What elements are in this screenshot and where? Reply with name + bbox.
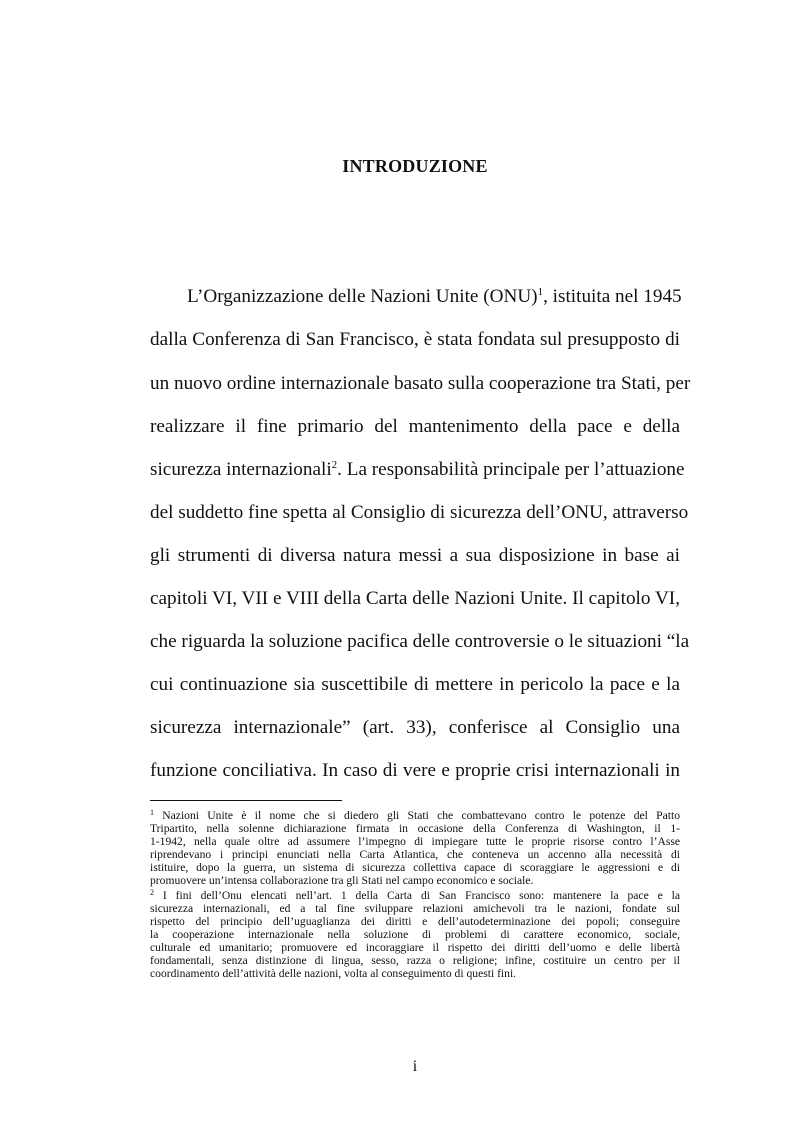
footnote-line: promuovere un’intensa collaborazione tra gli Stati nel campo economico e sociale. (150, 874, 534, 887)
footnote-line: 1-1942, nella quale oltre ad assumere l’impegno di impiegare tutte le proprie risorse contro l’Asse (150, 835, 680, 848)
paragraph-line: dalla Conferenza di San Francisco, è stata fondata sul presupposto di (150, 329, 680, 350)
footnote-line (150, 889, 680, 902)
paragraph-line: che riguarda la soluzione pacifica delle controversie o le situazioni “la (150, 631, 690, 652)
paragraph-line: sicurezza internazionale” (art. 33), conferisce al Consiglio una (150, 717, 680, 738)
paragraph-line (187, 285, 680, 309)
line-text: sicurezza internazionali (150, 459, 332, 480)
line-text: , istituita nel 1945 (543, 286, 682, 307)
paragraph-line: capitoli VI, VII e VIII della Carta delle Nazioni Unite. Il capitolo VI, (150, 588, 680, 609)
footnote-line: culturale ed umanitario; promuovere ed incoraggiare il rispetto dei diritti dell’uomo e delle libertà (150, 941, 680, 954)
footnote-line: sicurezza internazionali, ed a tal fine sviluppare relazioni amichevoli tra le nazioni, fondate sul (150, 902, 680, 915)
paragraph-line: un nuovo ordine internazionale basato sulla cooperazione tra Stati, per (150, 373, 691, 394)
page-title: INTRODUZIONE (342, 156, 488, 176)
footnote-line: rispetto del principio dell’uguaglianza dei diritti e dell’autodeterminazione dei popoli; conseguire (150, 915, 680, 928)
footnote-line: la cooperazione internazionale nella soluzione di problemi di carattere economico, sociale, (150, 928, 680, 941)
footnote-number: 1 (150, 808, 154, 817)
footnote-ref: 1 (537, 286, 544, 298)
footnote-line: istituire, dopo la guerra, un sistema di sicurezza collettiva capace di scoraggiare le aggressioni e di (150, 861, 680, 874)
footnote-line (150, 809, 680, 822)
footnote-text: Nazioni Unite è il nome che si diedero gli Stati che combattevano contro le potenze del Patto (154, 809, 680, 822)
footnote-line: fondamentali, senza distinzione di lingua, sesso, razza o religione; infine, costituire un centro per il (150, 954, 680, 967)
paragraph-line: funzione conciliativa. In caso di vere e proprie crisi internazionali in (150, 760, 680, 781)
footnote-line: coordinamento dell’attività delle nazioni, volta al conseguimento di questi fini. (150, 967, 517, 980)
footnote-line: riprendevano i principi enunciati nella Carta Atlantica, che conteneva un accenno alla necessità di (150, 848, 680, 861)
footnote-line: Tripartito, nella solenne dichiarazione firmata in occasione della Conferenza di Washington, il 1- (150, 822, 680, 835)
footnote-text: I fini dell’Onu elencati nell’art. 1 della Carta di San Francisco sono: mantenere la pace e la (154, 889, 680, 902)
paragraph-line: cui continuazione sia suscettibile di mettere in pericolo la pace e la (150, 674, 680, 695)
line-text: L’Organizzazione delle Nazioni Unite (ONU) (187, 286, 538, 307)
footnote-number: 2 (150, 888, 154, 897)
paragraph-line: del suddetto fine spetta al Consiglio di sicurezza dell’ONU, attraverso (150, 502, 689, 523)
paragraph-line: gli strumenti di diversa natura messi a sua disposizione in base ai (150, 545, 680, 566)
footnote-ref: 2 (331, 459, 338, 471)
paragraph-line: realizzare il fine primario del mantenimento della pace e della (150, 416, 680, 437)
page-number: i (412, 1058, 418, 1075)
line-text: . La responsabilità principale per l’attuazione (337, 459, 685, 480)
footnote-separator (150, 800, 342, 801)
paragraph-line (150, 458, 685, 482)
